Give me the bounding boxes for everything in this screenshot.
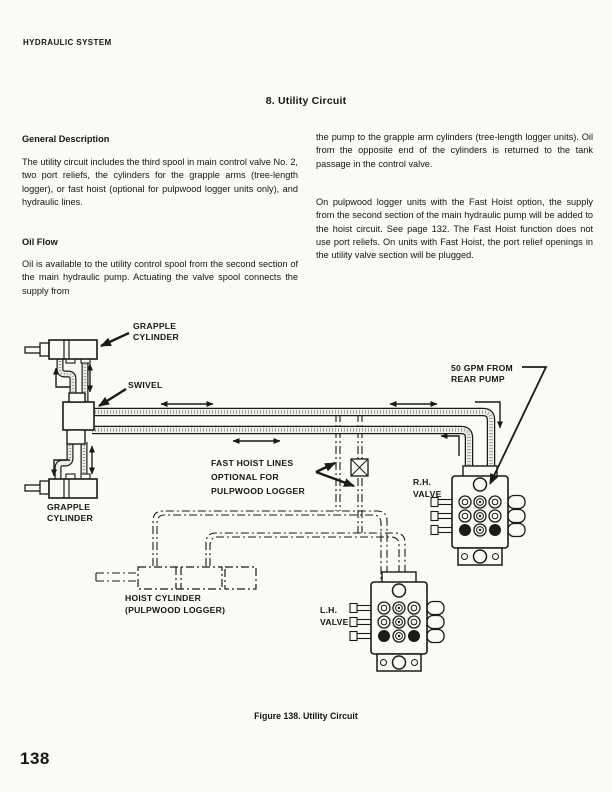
hoist-cylinder — [138, 567, 256, 589]
main-hoses — [92, 412, 491, 480]
label-lh-valve-1: L.H. — [320, 605, 338, 615]
heading-general-description: General Description — [22, 134, 110, 144]
label-rh-valve-1: R.H. — [413, 477, 432, 487]
rh-valve-block — [431, 466, 525, 565]
paragraph-text: the pump to the grapple arm cylinders (tree-length logger units). Oil from the opposite end of the cylinders is returned to the tank passage in the control valve. — [316, 132, 593, 169]
label-lh-valve-2: VALVE — [320, 617, 349, 627]
gpm-arrow — [490, 367, 546, 484]
running-header: HYDRAULIC SYSTEM — [23, 38, 112, 47]
label-hoist-cylinder-2: (PULPWOOD LOGGER) — [125, 605, 226, 615]
label-fast-hoist-1: FAST HOIST LINES — [211, 458, 294, 468]
grapple-cylinder-top — [25, 340, 97, 363]
page-number: 138 — [20, 749, 50, 768]
label-swivel: SWIVEL — [128, 380, 163, 390]
paragraph-text: The utility circuit includes the third spool in main control valve No. 2, two port reliefs, the cylinders for the grapple arms (tree-length logger), or fast hoist (optional for pulpwood logger units only), and hydraulic lines. — [22, 157, 298, 207]
label-gpm-1: 50 GPM FROM — [451, 363, 513, 373]
lh-valve-block — [350, 572, 444, 671]
label-grapple-top-2: CYLINDER — [133, 332, 179, 342]
label-fast-hoist-3: PULPWOOD LOGGER — [211, 486, 305, 496]
fast-hoist-lines — [96, 414, 405, 584]
label-grapple-bottom-1: GRAPPLE — [47, 502, 91, 512]
fast-hoist-fitting — [351, 459, 368, 476]
heading-oil-flow: Oil Flow — [22, 237, 58, 247]
label-grapple-top-1: GRAPPLE — [133, 321, 177, 331]
section-title: 8. Utility Circuit — [265, 95, 347, 107]
paragraph-text: On pulpwood logger units with the Fast Hoist option, the supply from the second section of the main hydraulic pump will be added to the hoist circuit. See page 132. The Fast Hoist function does not use port reliefs. On units with Fast Hoist, the port relief openings in the utility valve section will be plugged. — [316, 197, 593, 261]
swivel-block — [63, 393, 94, 444]
figure-caption: Figure 138. Utility Circuit — [254, 711, 358, 721]
label-hoist-cylinder-1: HOIST CYLINDER — [125, 593, 202, 603]
label-grapple-bottom-2: CYLINDER — [47, 513, 93, 523]
paragraph-text: Oil is available to the utility control spool from the second section of the main hydraulic pump. Actuating the valve spool connects the supply from — [22, 259, 298, 296]
label-gpm-2: REAR PUMP — [451, 374, 505, 384]
label-fast-hoist-2: OPTIONAL FOR — [211, 472, 279, 482]
label-rh-valve-2: VALVE — [413, 489, 442, 499]
